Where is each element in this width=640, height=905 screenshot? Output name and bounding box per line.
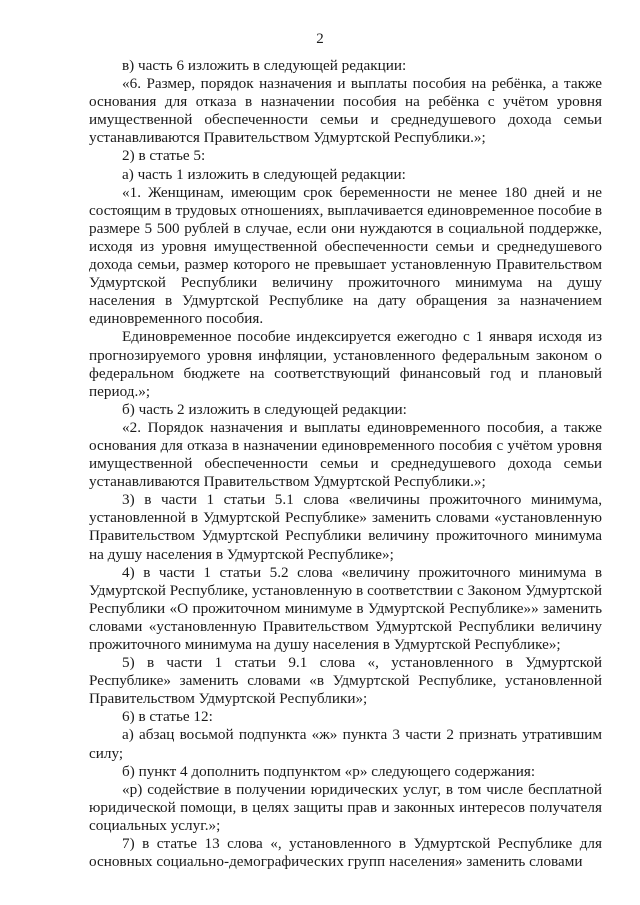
paragraph-amend-part-1: а) часть 1 изложить в следующей редакции: xyxy=(122,165,406,183)
paragraph-part-6-text: «6. Размер, порядок назначения и выплаты пособия на ребёнка, а также основания для отказа в назначении пособия на ребёнка с учётом уровня имущественной обеспеченности семьи и среднедушевого дохода семьи устанавливаются Правительством Удмуртской Республики.»; xyxy=(89,75,602,147)
document-body xyxy=(89,57,602,871)
paragraph-part-2-text: «2. Порядок назначения и выплаты единовременного пособия, а также основания для отказа в назначении единовременного пособия с учётом уровня имущественной обеспеченности семьи и среднедушевого дохода семьи устанавливаются Правительством Удмуртской Республики.»; xyxy=(89,418,602,491)
paragraph-part-1-text: «1. Женщинам, имеющим срок беременности не менее 180 дней и не состоящим в трудовых отношениях, выплачивается единовременное пособие в размере 5 500 рублей в случае, если они нуждаются в социальной поддержке, исходя из уровня имущественной обеспеченности семьи и среднедушевого дохода семьи, размер которого не превышает установленную Правительством Удмуртской Республики величину прожиточного минимума на душу населения в Удмуртской Республике на дату обращения за назначением единовременного пособия. xyxy=(89,183,602,328)
paragraph-article-13: 7) в статье 13 слова «, установленного в Удмуртской Республике для основных социально-демографических групп населения» заменить словами xyxy=(89,835,602,871)
paragraph-subitem-r: «р) содействие в получении юридических услуг, в том числе бесплатной юридической помощи, в целях защиты прав и законных интересов получателя социальных услуг.»; xyxy=(89,780,602,834)
paragraph-article-5-1: 3) в части 1 статьи 5.1 слова «величины прожиточного минимума, установленной в Удмуртской Республике» заменить словами «установленную Правительством Удмуртской Республики величину прожиточного минимума на душу населения в Удмуртской Республике»; xyxy=(89,491,602,563)
paragraph-article-12-a: а) абзац восьмой подпункта «ж» пункта 3 части 2 признать утратившим силу; xyxy=(89,726,602,762)
paragraph-article-12: 6) в статье 12: xyxy=(122,708,213,726)
paragraph-article-5: 2) в статье 5: xyxy=(122,147,206,165)
paragraph-article-9-1: 5) в части 1 статьи 9.1 слова «, установленного в Удмуртской Республике» заменить словами «в Удмуртской Республике, установленной Правительством Удмуртской Республики»; xyxy=(89,654,602,708)
paragraph-article-12-b: б) пункт 4 дополнить подпунктом «р» следующего содержания: xyxy=(122,762,536,780)
paragraph-article-5-2: 4) в части 1 статьи 5.2 слова «величину прожиточного минимума в Удмуртской Республике, установленную в соответствии с Законом Удмуртской Республики «О прожиточном минимуме в Удмуртской Республике»» заменить словами «установленную Правительством Удмуртской Республики величину прожиточного минимума на душу населения в Удмуртской Республике»; xyxy=(89,563,602,653)
page-number: 2 xyxy=(316,31,324,47)
paragraph-indexation: Единовременное пособие индексируется ежегодно с 1 января исходя из прогнозируемого уровня инфляции, установленного федеральным законом о федеральном бюджете на соответствующий финансовый год и плановый период.»; xyxy=(89,328,602,400)
paragraph-amend-part-2: б) часть 2 изложить в следующей редакции: xyxy=(122,400,407,418)
paragraph-amend-part-6: в) часть 6 изложить в следующей редакции: xyxy=(122,57,407,74)
